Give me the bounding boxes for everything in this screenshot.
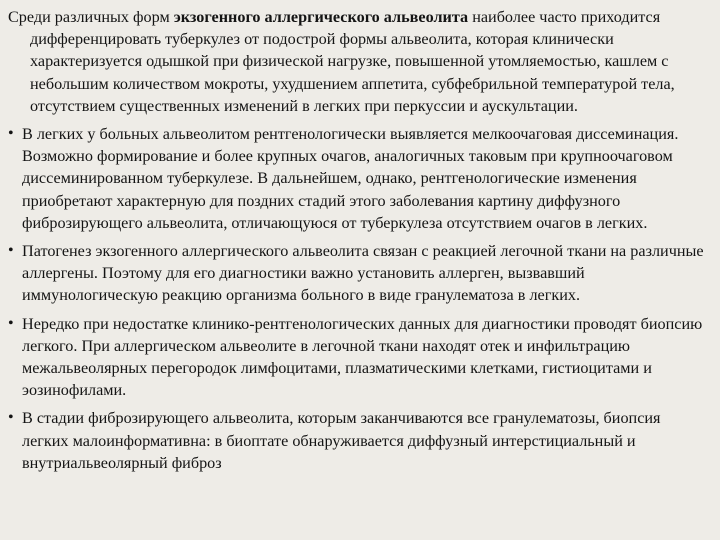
intro-text-start: Среди различных форм bbox=[8, 8, 174, 26]
intro-bold-term: экзогенного аллергического альвеолита bbox=[173, 8, 469, 26]
bullet-dot-icon: • bbox=[8, 409, 14, 427]
bullet-text-3: Нередко при недостатке клинико-рентгенологических данных для диагностики проводят биопсию легкого. При аллергическом альвеолите в легочной ткани находят отек и инфильтрацию межальвеолярных перегородок лимфоцитами, плазматическими клетками, гистиоцитами и эозинофилами. bbox=[22, 314, 703, 400]
bullet-text-1: В легких у больных альвеолитом рентгенологически выявляется мелкоочаговая диссеминация. Возможно формирование и более крупных очагов, аналогичных таковым при крупноочаговом диссеминированном туберкулезе. В дальнейшем, однако, рентгенологические изменения приобретают характерную для поздних стадий этого заболевания картину диффузного фиброзирующего альвеолита, отличающуюся от туберкулеза отсутствием очагов в легких. bbox=[22, 125, 679, 232]
bullet-text-2: Патогенез экзогенного аллергического альвеолита связан с реакцией легочной ткани на различные аллергены. Поэтому для его диагностики важно установить аллерген, вызвавший иммунологическую реакцию организма больного в виде гранулематоза в легких. bbox=[22, 242, 704, 305]
bullet-dot-icon: • bbox=[8, 242, 14, 260]
bullet-item-1 bbox=[8, 123, 706, 234]
bullet-dot-icon: • bbox=[8, 125, 14, 143]
bullet-item-4 bbox=[8, 407, 706, 474]
bullet-list bbox=[8, 123, 706, 474]
bullet-item-3 bbox=[8, 313, 706, 402]
bullet-item-2 bbox=[8, 240, 706, 307]
intro-paragraph bbox=[8, 6, 706, 117]
bullet-dot-icon: • bbox=[8, 314, 14, 332]
bullet-text-4: В стадии фиброзирующего альвеолита, которым заканчиваются все гранулематозы, биопсия легких малоинформативна: в биоптате обнаруживается диффузный интерстициальный и внутриальвеолярный фиброз bbox=[22, 409, 661, 472]
intro-text-end: наиболее часто приходится дифференцировать туберкулез от подострой формы альвеолита, которая клинически характеризуется одышкой при физической нагрузке, повышенной утомляемостью, кашлем с небольшим количеством мокроты, ухудшением аппетита, субфебрильной температурой тела, отсутствием существенных изменений в легких при перкуссии и аускультации. bbox=[30, 8, 675, 115]
